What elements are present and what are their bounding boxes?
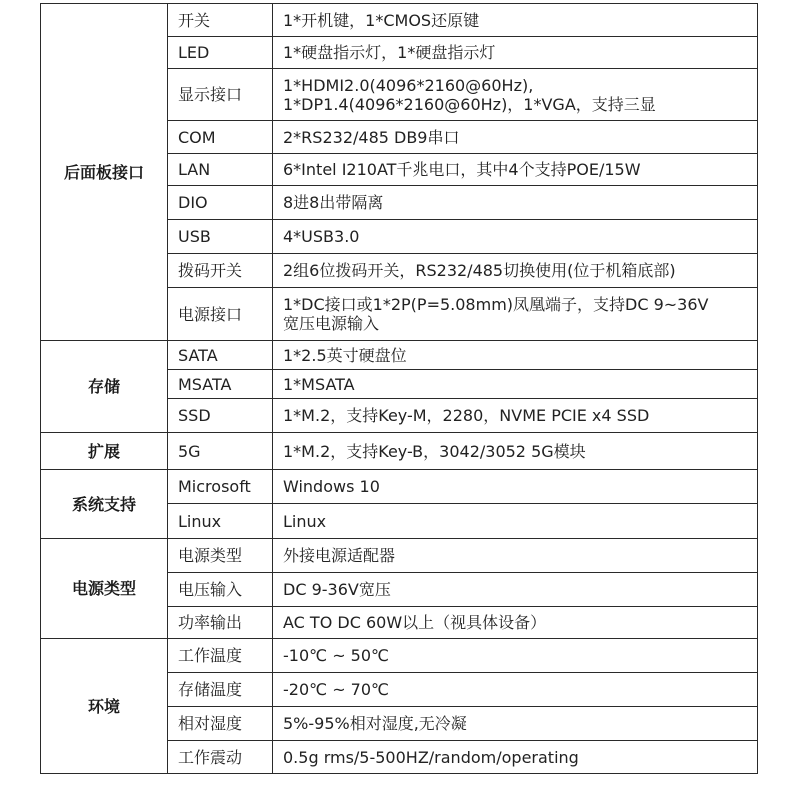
table-row — [41, 433, 758, 470]
spec-value: 5%-95%相对湿度,无冷凝 — [273, 707, 758, 741]
spec-key: 工作温度 — [168, 639, 273, 673]
spec-value: -20℃ ~ 70℃ — [273, 673, 758, 707]
spec-key: 5G — [168, 433, 273, 470]
spec-value-line: 1*DC接口或1*2P(P=5.08mm)凤凰端子，支持DC 9~36V — [283, 295, 709, 314]
spec-value: 6*Intel I210AT千兆电口，其中4个支持POE/15W — [273, 154, 758, 186]
table-row — [41, 539, 758, 573]
spec-key: COM — [168, 121, 273, 154]
spec-value: 4*USB3.0 — [273, 220, 758, 254]
spec-key: Linux — [168, 504, 273, 539]
spec-key: LAN — [168, 154, 273, 186]
spec-value-line: 1*DP1.4(4096*2160@60Hz)，1*VGA，支持三显 — [283, 94, 656, 114]
spec-value: 1*MSATA — [273, 370, 758, 399]
spec-key: DIO — [168, 186, 273, 220]
spec-key: 显示接口 — [168, 69, 273, 121]
spec-value: 8进8出带隔离 — [273, 186, 758, 220]
spec-value: 1*M.2，支持Key-B，3042/3052 5G模块 — [273, 433, 758, 470]
spec-key: 开关 — [168, 4, 273, 37]
spec-key: 电压输入 — [168, 573, 273, 607]
spec-value-line: 宽压电源输入 — [283, 314, 380, 333]
spec-value: -10℃ ~ 50℃ — [273, 639, 758, 673]
category-cell: 扩展 — [41, 433, 168, 470]
spec-key: SSD — [168, 399, 273, 433]
spec-table — [40, 3, 758, 774]
spec-value: 1*硬盘指示灯，1*硬盘指示灯 — [273, 37, 758, 69]
spec-value: 1*2.5英寸硬盘位 — [273, 341, 758, 370]
spec-value: 1*M.2，支持Key-M，2280，NVME PCIE x4 SSD — [273, 399, 758, 433]
spec-key: SATA — [168, 341, 273, 370]
spec-value: Linux — [273, 504, 758, 539]
spec-key: 拨码开关 — [168, 254, 273, 288]
category-cell: 系统支持 — [41, 470, 168, 539]
spec-value: 2组6位拨码开关，RS232/485切换使用(位于机箱底部) — [273, 254, 758, 288]
spec-key: USB — [168, 220, 273, 254]
spec-value: Windows 10 — [273, 470, 758, 504]
spec-value: 外接电源适配器 — [273, 539, 758, 573]
spec-value: AC TO DC 60W以上（视具体设备） — [273, 607, 758, 639]
spec-value: 1*开机键，1*CMOS还原键 — [273, 4, 758, 37]
spec-value: 0.5g rms/5-500HZ/random/operating — [273, 741, 758, 774]
spec-key: Microsoft — [168, 470, 273, 504]
table-row — [41, 639, 758, 673]
spec-value — [273, 288, 758, 341]
spec-value: DC 9-36V宽压 — [273, 573, 758, 607]
category-cell: 后面板接口 — [41, 4, 168, 341]
table-row — [41, 341, 758, 370]
spec-key: 功率输出 — [168, 607, 273, 639]
spec-key: 相对湿度 — [168, 707, 273, 741]
spec-key: MSATA — [168, 370, 273, 399]
spec-key: 电源接口 — [168, 288, 273, 341]
spec-key: 电源类型 — [168, 539, 273, 573]
table-row — [41, 4, 758, 37]
spec-value-line: 1*HDMI2.0(4096*2160@60Hz), — [283, 75, 534, 95]
category-cell: 环境 — [41, 639, 168, 774]
spec-value — [273, 69, 758, 121]
spec-key: 存储温度 — [168, 673, 273, 707]
category-cell: 电源类型 — [41, 539, 168, 639]
spec-key: LED — [168, 37, 273, 69]
table-row — [41, 470, 758, 504]
spec-value: 2*RS232/485 DB9串口 — [273, 121, 758, 154]
spec-key: 工作震动 — [168, 741, 273, 774]
category-cell: 存储 — [41, 341, 168, 433]
